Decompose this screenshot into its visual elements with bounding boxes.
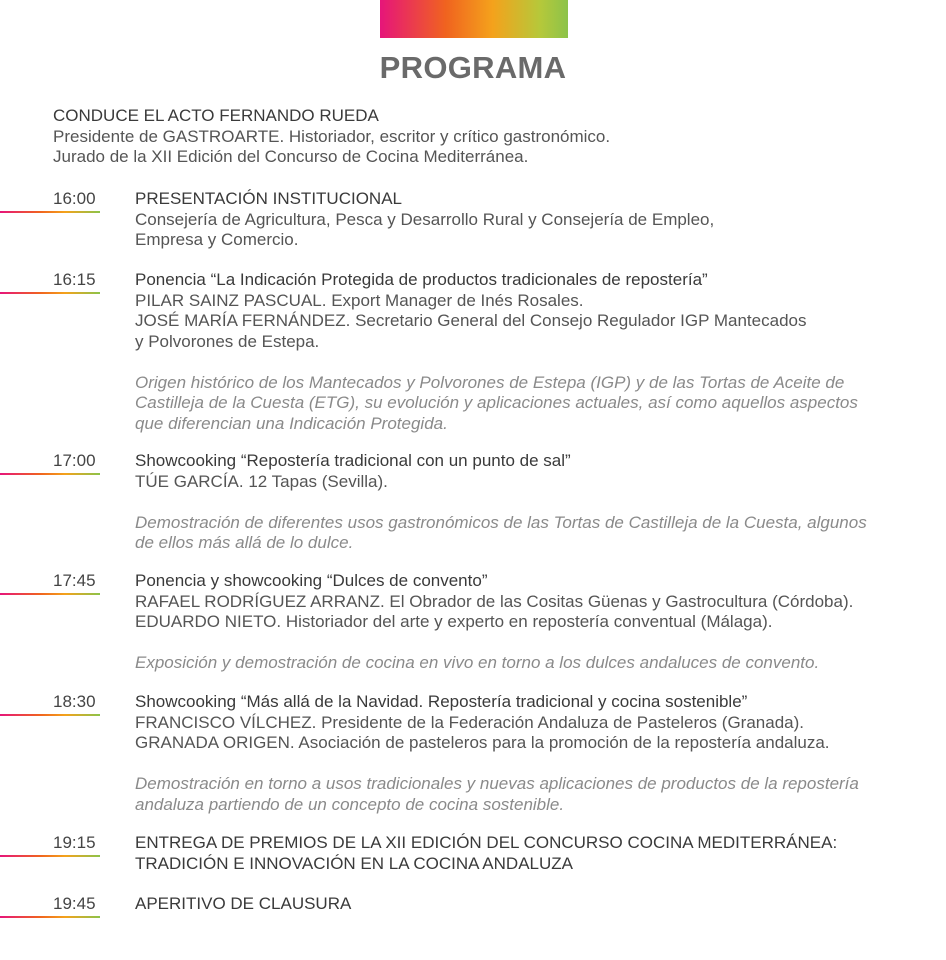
time-underline [0, 714, 100, 716]
session-heading: Ponencia y showcooking “Dulces de convento” [135, 571, 488, 590]
host-name: CONDUCE EL ACTO FERNANDO RUEDA [53, 106, 379, 125]
session-content [135, 833, 915, 874]
session-content [135, 894, 915, 915]
session-heading: ENTREGA DE PREMIOS DE LA XII EDICIÓN DEL CONCURSO COCINA MEDITERRÁNEA: [135, 833, 838, 852]
session-line: PILAR SAINZ PASCUAL. Export Manager de Inés Rosales. [135, 290, 584, 310]
session-time: 16:00 [53, 189, 96, 208]
page-title: PROGRAMA [379, 50, 567, 85]
session-note: que diferencian una Indicación Protegida. [135, 413, 448, 433]
session-time: 18:30 [53, 692, 96, 711]
session-note: Demostración de diferentes usos gastronómicos de las Tortas de Castilleja de la Cuesta, algunos [135, 512, 867, 532]
session-line: GRANADA ORIGEN. Asociación de pasteleros para la promoción de la repostería andaluza. [135, 733, 830, 752]
session-line: TÚE GARCÍA. 12 Tapas (Sevilla). [135, 471, 388, 491]
time-underline [0, 211, 100, 213]
session-heading: Showcooking “Más allá de la Navidad. Repostería tradicional y cocina sostenible” [135, 692, 748, 711]
host-line: Presidente de GASTROARTE. Historiador, escritor y crítico gastronómico. [53, 126, 611, 146]
time-underline [0, 593, 100, 595]
time-underline [0, 855, 100, 857]
session-note: Demostración en torno a usos tradicionales y nuevas aplicaciones de productos de la repostería [135, 774, 859, 793]
session-note: Castilleja de la Cuesta (ETG), su evolución y aplicaciones actuales, así como aquellos aspectos [135, 393, 858, 412]
session-heading: TRADICIÓN E INNOVACIÓN EN LA COCINA ANDALUZA [135, 853, 573, 873]
session-note: andaluza partiendo de un concepto de cocina sostenible. [135, 794, 565, 814]
session-line: JOSÉ MARÍA FERNÁNDEZ. Secretario General del Consejo Regulador IGP Mantecados [135, 311, 807, 330]
session-time: 17:45 [53, 571, 96, 590]
session-note: de ellos más allá de lo dulce. [135, 533, 354, 552]
time-underline [0, 916, 100, 918]
session-content [135, 451, 915, 554]
session-line: FRANCISCO VÍLCHEZ. Presidente de la Federación Andaluza de Pasteleros (Granada). [135, 712, 804, 732]
host-line: Jurado de la XII Edición del Concurso de Cocina Mediterránea. [53, 147, 529, 166]
session-heading: PRESENTACIÓN INSTITUCIONAL [135, 189, 402, 208]
session-content [135, 270, 915, 434]
session-content [135, 189, 915, 251]
session-line: Consejería de Agricultura, Pesca y Desarrollo Rural y Consejería de Empleo, [135, 209, 715, 229]
session-time: 16:15 [53, 270, 96, 289]
session-line: RAFAEL RODRÍGUEZ ARRANZ. El Obrador de las Cositas Güenas y Gastrocultura (Córdoba). [135, 591, 854, 611]
session-content [135, 692, 915, 815]
host-block [53, 106, 610, 168]
session-line: EDUARDO NIETO. Historiador del arte y experto en repostería conventual (Málaga). [135, 612, 773, 631]
session-line: Empresa y Comercio. [135, 230, 299, 249]
session-heading: Ponencia “La Indicación Protegida de productos tradicionales de repostería” [135, 270, 708, 289]
session-heading: APERITIVO DE CLAUSURA [135, 894, 352, 913]
session-time: 17:00 [53, 451, 96, 470]
session-note: Exposición y demostración de cocina en vivo en torno a los dulces andaluces de convento. [135, 653, 820, 672]
time-underline [0, 292, 100, 294]
session-note: Origen histórico de los Mantecados y Polvorones de Estepa (IGP) y de las Tortas de Aceite de [135, 372, 845, 392]
time-underline [0, 473, 100, 475]
session-time: 19:45 [53, 894, 96, 913]
gradient-color-bar [380, 0, 568, 38]
session-heading: Showcooking “Repostería tradicional con un punto de sal” [135, 451, 571, 470]
session-time: 19:15 [53, 833, 96, 852]
session-line: y Polvorones de Estepa. [135, 331, 320, 351]
session-content [135, 571, 915, 674]
